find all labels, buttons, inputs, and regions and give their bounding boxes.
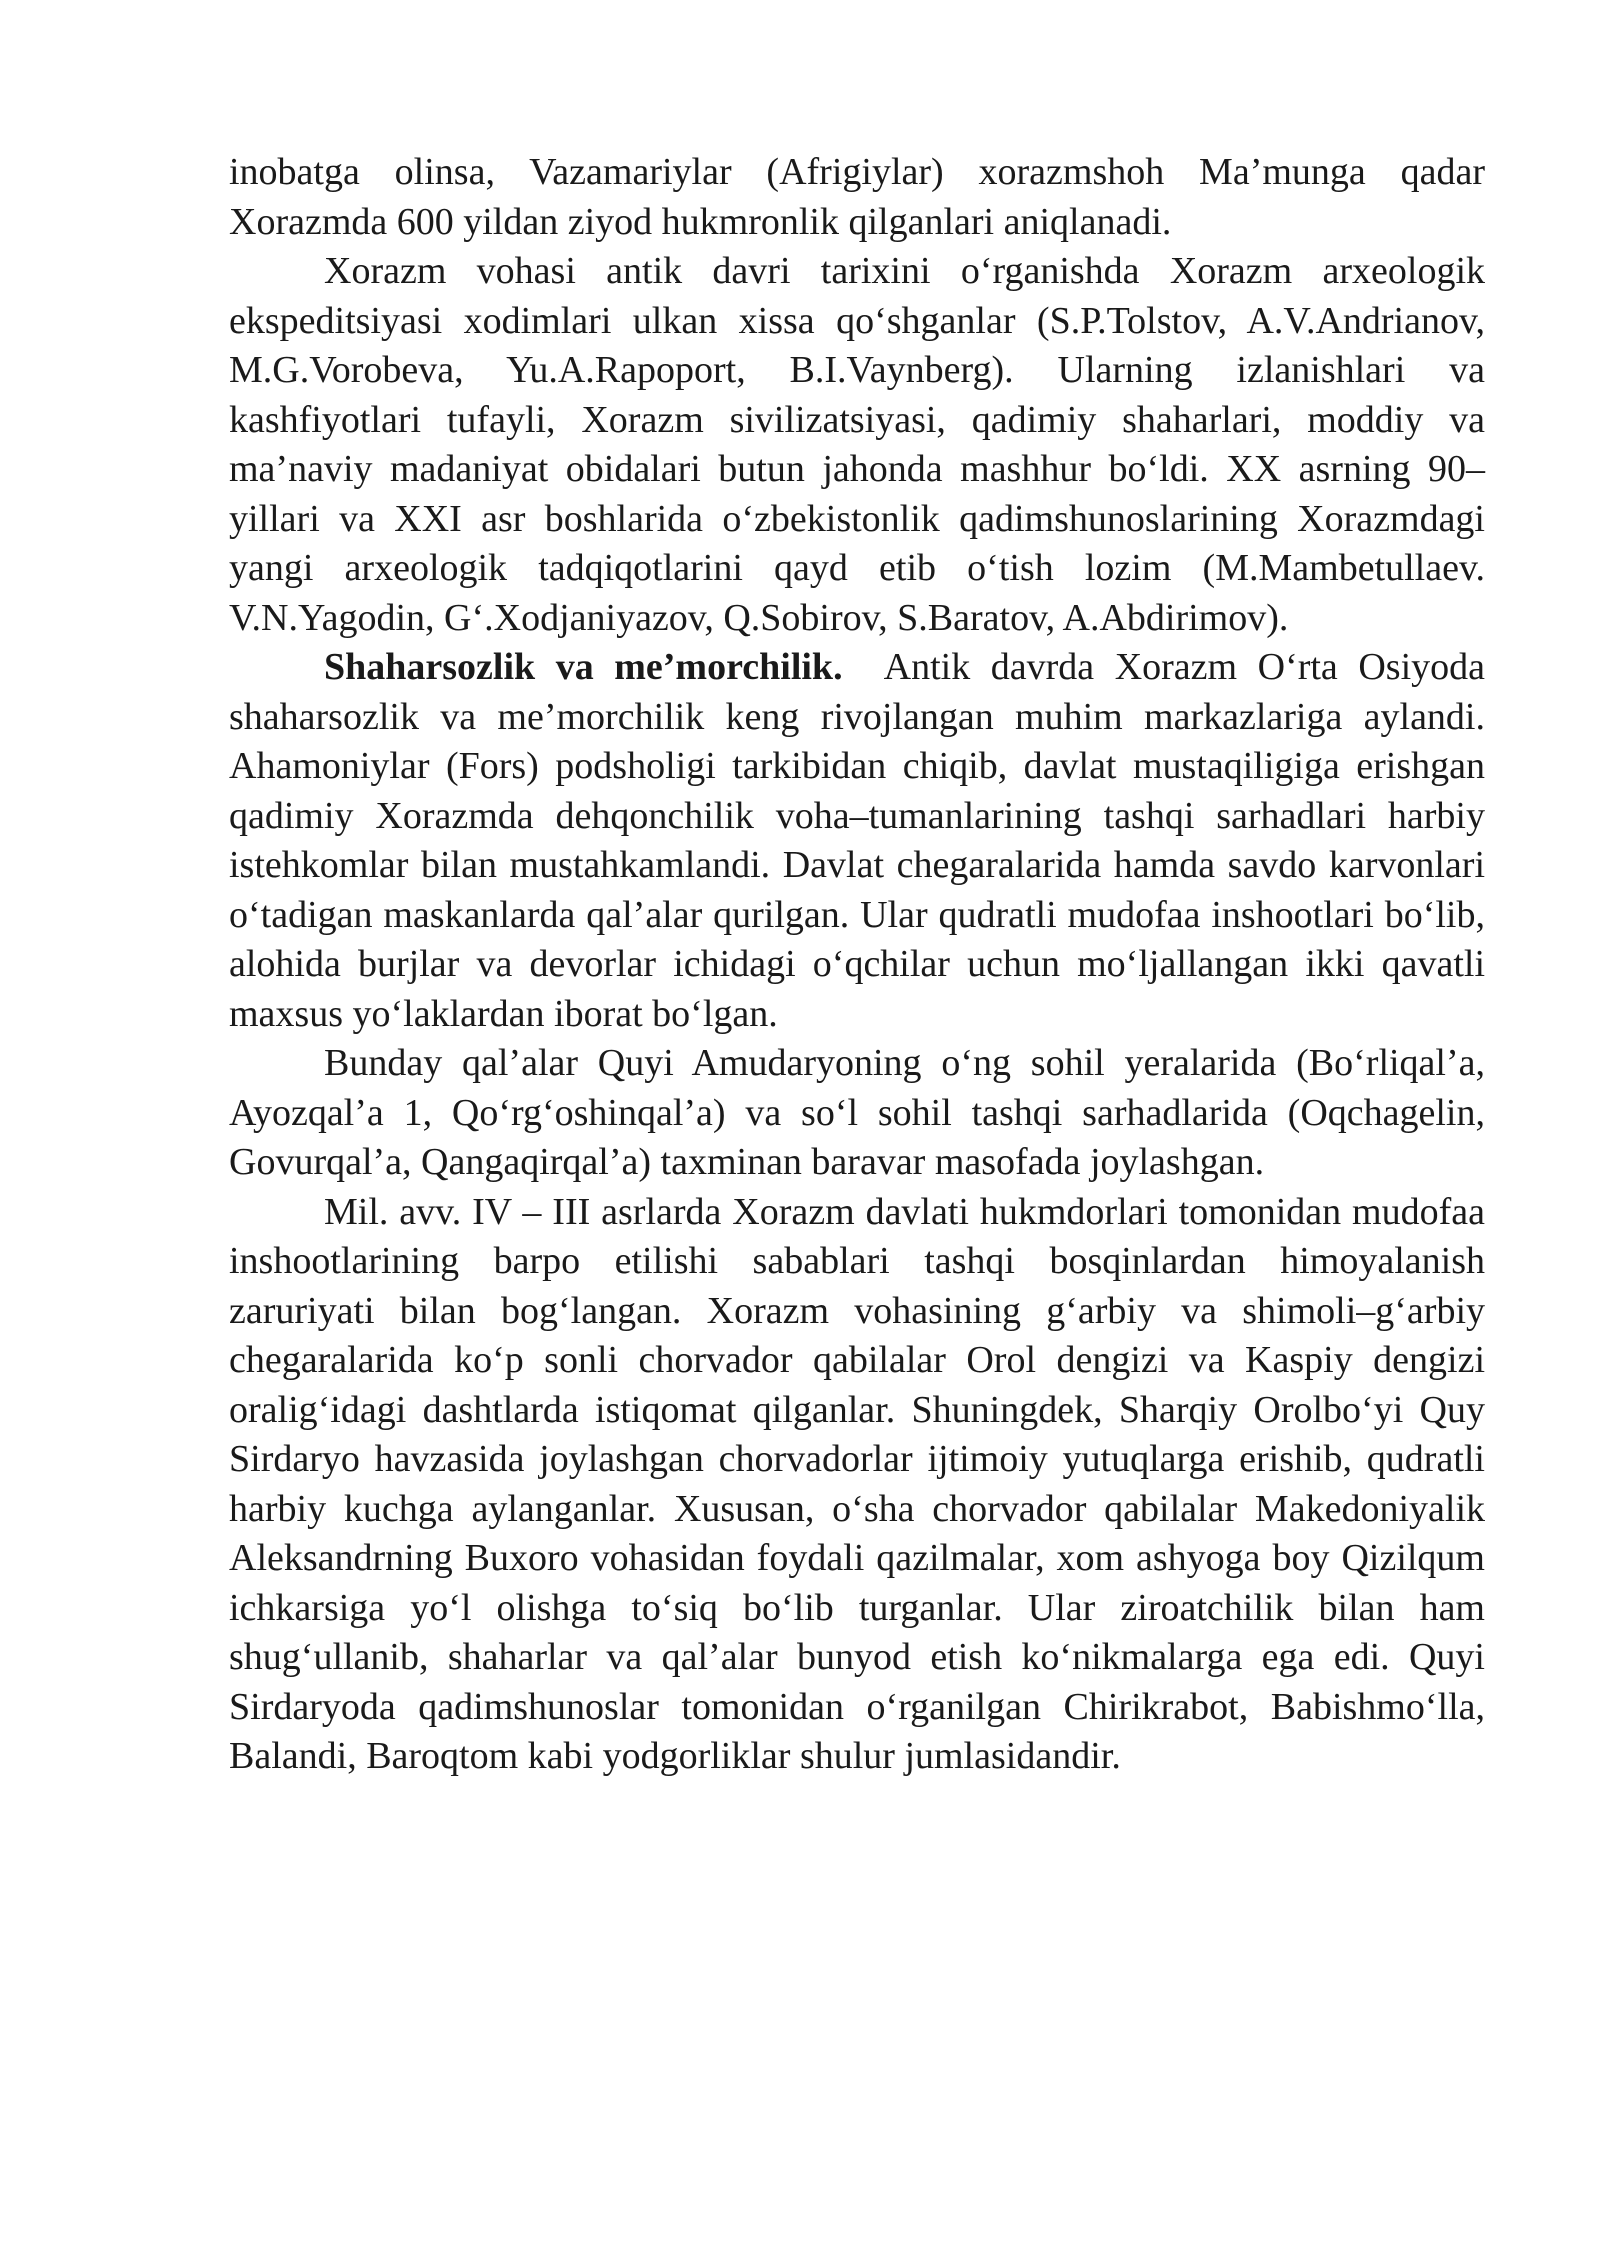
paragraph-urban-planning — [229, 643, 1485, 1039]
paragraph-continuation: inobatga olinsa, Vazamariylar (Afrigiylar) xorazmshoh Ma’munga qadar Xorazmda 600 yildan ziyod hukmronlik qilganlari aniqlanadi. — [229, 151, 1485, 243]
paragraph-fortresses-location: Bunday qal’alar Quyi Amudaryoning o‘ng sohil yeralarida (Bo‘rliqal’a, Ayozqal’a 1, Qo‘rg‘oshinqal’a) va so‘l sohil tashqi sarhadlarida (Oqchagelin, Govurqal’a, Qangaqirqal’a) taxminan baravar masofada joylashgan. — [229, 1042, 1485, 1183]
document-page — [229, 148, 1485, 1782]
section-heading-shaharsozlik: Shaharsozlik va me’morchilik. — [324, 646, 843, 688]
paragraph-urban-planning-text: Antik davrda Xorazm O‘rta Osiyoda shaharsozlik va me’morchilik keng rivojlangan muhim markazlariga aylandi. Ahamoniylar (Fors) podsholigi tarkibidan chiqib, davlat mustaqiligiga erishgan qadimiy Xorazmda dehqonchilik voha–tumanlarining tashqi sarhadlari harbiy istehkomlar bilan mustahkamlandi. Davlat chegaralarida hamda savdo karvonlari o‘tadigan maskanlarda qal’alar qurilgan. Ular qudratli mudofaa inshootlari bo‘lib, alohida burjlar va devorlar ichidagi o‘qchilar uchun mo‘ljallangan ikki qavatli maxsus yo‘laklardan iborat bo‘lgan. — [229, 646, 1485, 1035]
paragraph-khorezm-expedition: Xorazm vohasi antik davri tarixini o‘rganishda Xorazm arxeologik ekspeditsiyasi xodimlari ulkan xissa qo‘shganlar (S.P.Tolstov, A.V.Andrianov, M.G.Vorobeva, Yu.A.Rapoport, B.I.Vaynberg). Ularning izlanishlari va kashfiyotlari tufayli, Xorazm sivilizatsiyasi, qadimiy shaharlari, moddiy va ma’naviy madaniyat obidalari butun jahonda mashhur bo‘ldi. XX asrning 90–yillari va XXI asr boshlarida o‘zbekistonlik qadimshunoslarining Xorazmdagi yangi arxeologik tadqiqotlarini qayd etib o‘tish lozim (M.Mambetullaev. V.N.Yagodin, G‘.Xodjaniyazov, Q.Sobirov, S.Baratov, A.Abdirimov). — [229, 250, 1485, 639]
paragraph-defense-reasons: Mil. avv. IV – III asrlarda Xorazm davlati hukmdorlari tomonidan mudofaa inshootlarining barpo etilishi sabablari tashqi bosqinlardan himoyalanish zaruriyati bilan bog‘langan. Xorazm vohasining g‘arbiy va shimoli–g‘arbiy chegaralarida ko‘p sonli chorvador qabilalar Orol dengizi va Kaspiy dengizi oralig‘idagi dashtlarda istiqomat qilganlar. Shuningdek, Sharqiy Orolbo‘yi Quy Sirdaryo havzasida joylashgan chorvadorlar ijtimoiy yutuqlarga erishib, qudratli harbiy kuchga aylanganlar. Xususan, o‘sha chorvador qabilalar Makedoniyalik Aleksandrning Buxoro vohasidan foydali qazilmalar, xom ashyoga boy Qizilqum ichkarsiga yo‘l olishga to‘siq bo‘lib turganlar. Ular ziroatchilik bilan ham shug‘ullanib, shaharlar va qal’alar bunyod etish ko‘nikmalarga ega edi. Quyi Sirdaryoda qadimshunoslar tomonidan o‘rganilgan Chirikrabot, Babishmo‘lla, Balandi, Baroqtom kabi yodgorliklar shulur jumlasidandir. — [229, 1190, 1485, 1777]
